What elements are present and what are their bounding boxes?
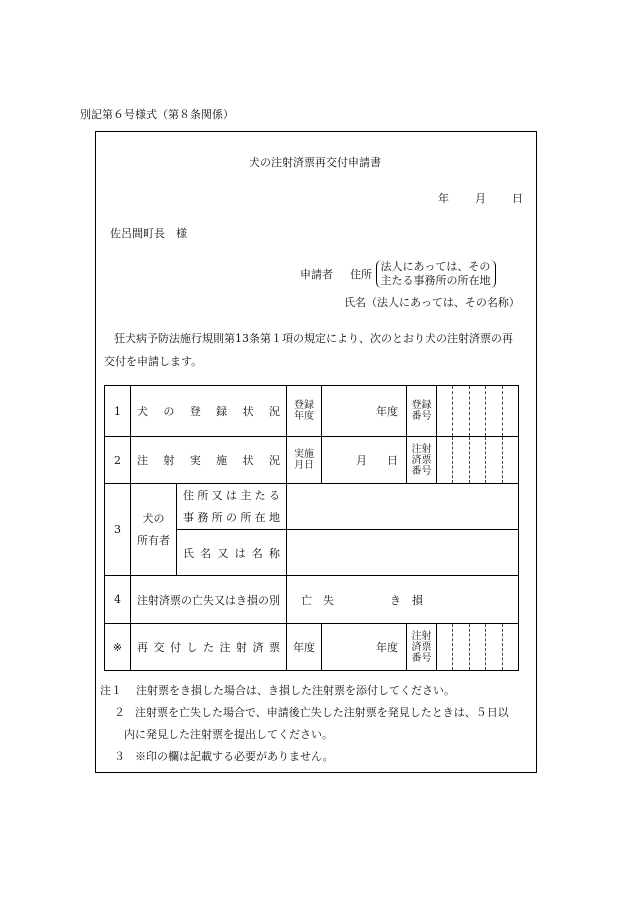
row-injection <box>105 437 519 484</box>
reissued-tag-number-label: 注射 済票 番号 <box>407 624 437 671</box>
owner-address-label: 住 所 又 は 主 た る 事 務 所 の 所 在 地 <box>177 484 287 530</box>
loss-damage-options <box>287 576 519 624</box>
row-number: ※ <box>105 624 131 671</box>
owner-address-field[interactable] <box>287 484 519 530</box>
tag-number-label: 注射 済票 番号 <box>407 437 437 484</box>
note-2-cont: 内に発見した注射票を提出してください。 <box>124 728 333 741</box>
note-2-text-a: 注射票を亡失した場合で、申請後亡失した注射票を発見したときは、５日以 <box>135 706 509 719</box>
owner-name-label: 氏 名 又 は 名 称 <box>183 546 280 560</box>
injection-status-label: 注 射 実 施 状 況 <box>137 454 280 467</box>
reissued-year-field: 年度 <box>322 624 407 671</box>
row-owner-address <box>105 484 519 530</box>
address-note <box>376 260 496 288</box>
row-number: 1 <box>105 386 131 437</box>
address-note-line-2: 主たる事務所の所在地 <box>380 274 491 287</box>
option-lost[interactable]: 亡 失 <box>301 593 334 607</box>
owner-name-field[interactable] <box>287 530 519 576</box>
loss-damage-label: 注射済票の亡失又はき損の別 <box>131 576 287 624</box>
injection-date-label: 実施 月日 <box>287 437 322 484</box>
body-text-line-1: 狂犬病予防法施行規則第13条第１項の規定により、次のとおり犬の注射済票の再 <box>114 332 513 345</box>
tag-number-field[interactable] <box>437 437 519 484</box>
note-prefix: 注１ <box>100 684 122 697</box>
applicant-address-block <box>300 260 496 288</box>
injection-date-field[interactable]: 月 日 <box>322 437 407 484</box>
address-label: 住所 <box>350 268 372 281</box>
note-3-number: ３ <box>114 750 125 763</box>
row-reissued <box>105 624 519 671</box>
row-number: 2 <box>105 437 131 484</box>
applicant-label: 申請者 <box>300 268 333 281</box>
date-year: 年 <box>438 192 449 205</box>
name-note: （法人にあっては、その名称） <box>366 296 520 309</box>
registration-status-label: 犬 の 登 録 状 況 <box>137 405 280 418</box>
form-number-label: 別記第６号様式（第８条関係） <box>80 108 234 121</box>
form-title: 犬の注射済票再交付申請書 <box>249 156 381 169</box>
reissued-year-label: 年度 <box>287 624 322 671</box>
reissued-tag-number-field <box>437 624 519 671</box>
applicant-name-block <box>344 294 520 310</box>
row-number: 4 <box>105 576 131 624</box>
note-1-text: 注射票をき損した場合は、き損した注射票を添付してください。 <box>136 684 455 697</box>
note-2 <box>114 704 509 720</box>
owner-label: 犬の 所有者 <box>131 484 177 576</box>
registration-number-field[interactable] <box>437 386 519 437</box>
note-2-number: ２ <box>114 706 125 719</box>
row-registration <box>105 386 519 437</box>
reissued-tag-label: 再 交 付 し た 注 射 済 票 <box>137 641 280 654</box>
row-loss-damage <box>105 576 519 624</box>
date-day: 日 <box>512 192 523 205</box>
row-number: 3 <box>105 484 131 576</box>
registration-year-label: 登録 年度 <box>287 386 322 437</box>
date-field <box>438 190 523 206</box>
body-text-line-2: 交付を申請します。 <box>104 355 203 368</box>
application-table <box>104 385 519 671</box>
option-damaged[interactable]: き 損 <box>390 593 423 607</box>
registration-number-label: 登録 番号 <box>407 386 437 437</box>
address-note-line-1: 法人にあっては、その <box>380 260 491 273</box>
note-1 <box>100 682 455 698</box>
addressee: 佐呂間町長 様 <box>110 227 187 240</box>
name-label: 氏名 <box>344 296 366 309</box>
note-3-text: ※印の欄は記載する必要がありません。 <box>135 750 334 763</box>
date-month: 月 <box>475 192 486 205</box>
note-3 <box>114 748 334 764</box>
registration-year-field[interactable]: 年度 <box>322 386 407 437</box>
